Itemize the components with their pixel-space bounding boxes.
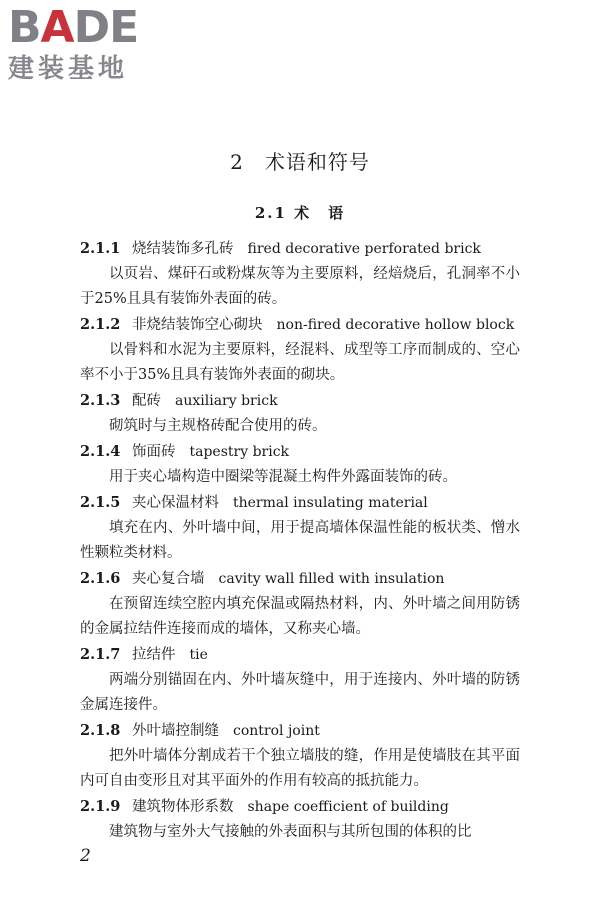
term-english: tapestry brick	[189, 444, 290, 460]
logo-letter: B	[8, 2, 41, 53]
term-definition: 以骨料和水泥为主要原料，经混料、成型等工序而制成的、空心率不小于35%且具有装饰外表面的砌块。	[80, 342, 520, 383]
logo-wordmark	[8, 2, 183, 53]
term-heading	[80, 566, 520, 592]
term-heading	[80, 439, 520, 465]
chapter-title: 2 术语和符号	[230, 150, 370, 174]
term-definition: 填充在内、外叶墙中间，用于提高墙体保温性能的板状类、憎水性颗粒类材料。	[80, 520, 520, 561]
term-entry	[80, 388, 520, 439]
term-entry	[80, 642, 520, 718]
logo-accent-letter: A	[40, 2, 74, 53]
term-heading	[80, 388, 520, 414]
term-english: fired decorative perforated brick	[247, 241, 481, 257]
term-english: tie	[189, 647, 208, 663]
term-chinese: 非烧结装饰空心砌块	[132, 317, 263, 333]
term-number: 2.1.3	[80, 392, 121, 409]
logo-letters: DE	[73, 2, 139, 53]
term-heading	[80, 718, 520, 744]
term-entry	[80, 490, 520, 566]
term-number: 2.1.4	[80, 443, 121, 460]
term-heading	[80, 642, 520, 668]
term-definition: 建筑物与室外大气接触的外表面积与其所包围的体积的比	[109, 824, 472, 840]
term-chinese: 饰面砖	[132, 444, 176, 460]
term-english: control joint	[233, 723, 320, 739]
term-chinese: 烧结装饰多孔砖	[132, 241, 234, 257]
term-heading	[80, 490, 520, 516]
term-english: thermal insulating material	[233, 495, 428, 511]
section-title: 2.1 术 语	[254, 204, 346, 222]
terms-list	[80, 236, 520, 845]
term-heading	[80, 312, 520, 338]
term-definition: 用于夹心墙构造中圈梁等混凝土构件外露面装饰的砖。	[109, 469, 457, 485]
term-english: shape coefficient of building	[247, 799, 449, 815]
term-number: 2.1.2	[80, 316, 121, 333]
bade-logo	[8, 2, 183, 96]
term-english: cavity wall filled with insulation	[218, 571, 445, 587]
term-entry	[80, 718, 520, 794]
term-entry	[80, 566, 520, 642]
term-chinese: 拉结件	[132, 647, 176, 663]
term-number: 2.1.7	[80, 646, 121, 663]
page-number: 2	[80, 846, 91, 866]
term-entry	[80, 439, 520, 490]
term-heading	[80, 794, 520, 820]
term-english: auxiliary brick	[175, 393, 278, 409]
term-entry	[80, 312, 520, 388]
term-definition: 在预留连续空腔内填充保温或隔热材料，内、外叶墙之间用防锈的金属拉结件连接而成的墙体，又称夹心墙。	[80, 596, 520, 637]
term-entry	[80, 794, 520, 845]
term-entry	[80, 236, 520, 312]
term-definition: 砌筑时与主规格砖配合使用的砖。	[109, 418, 327, 434]
term-number: 2.1.5	[80, 494, 121, 511]
term-heading	[80, 236, 520, 262]
term-chinese: 夹心保温材料	[132, 495, 219, 511]
term-definition: 两端分别锚固在内、外叶墙灰缝中，用于连接内、外叶墙的防锈金属连接件。	[80, 672, 520, 713]
term-chinese: 夹心复合墙	[132, 571, 205, 587]
term-number: 2.1.6	[80, 570, 121, 587]
term-number: 2.1.8	[80, 722, 121, 739]
term-chinese: 外叶墙控制缝	[132, 723, 219, 739]
term-chinese: 建筑物体形系数	[132, 799, 234, 815]
logo-subtitle: 建装基地	[8, 54, 129, 84]
term-chinese: 配砖	[132, 393, 161, 409]
term-english: non-fired decorative hollow block	[276, 317, 515, 333]
term-definition: 把外叶墙体分割成若干个独立墙肢的缝，作用是使墙肢在其平面内可自由变形且对其平面外的作用有较高的抵抗能力。	[80, 748, 520, 789]
term-definition: 以页岩、煤矸石或粉煤灰等为主要原料，经焙烧后，孔洞率不小于25%且具有装饰外表面的砖。	[80, 266, 520, 307]
term-number: 2.1.1	[80, 240, 121, 257]
term-number: 2.1.9	[80, 798, 121, 815]
